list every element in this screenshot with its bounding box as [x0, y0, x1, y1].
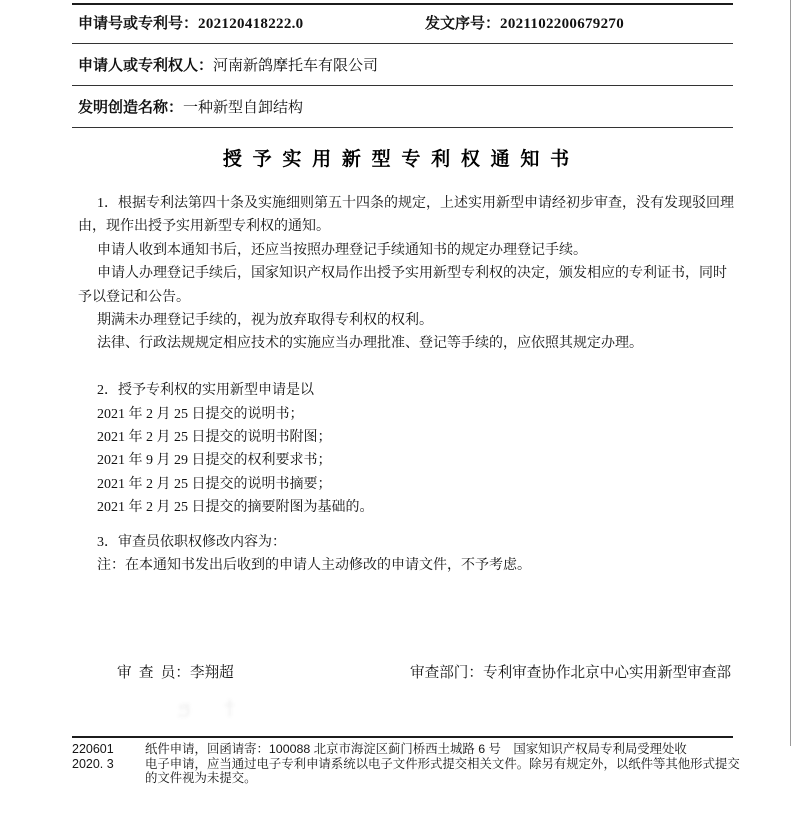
- dispatch-serial-value: 2021102200679270: [500, 16, 624, 32]
- footer-paper-instruction: 纸件申请，回函请寄：100088 北京市海淀区蓟门桥西土城路 6 号 国家知识产权局专利局受理处收: [145, 742, 687, 756]
- footer-instructions: [145, 742, 745, 786]
- header-rule-3: [72, 85, 733, 86]
- section3-note: 注：在本通知书发出后收到的申请人主动修改的申请文件，不予考虑。: [97, 558, 531, 574]
- scan-edge-line: [790, 0, 791, 746]
- form-code-block: [72, 742, 114, 771]
- header-row-invention: [78, 99, 733, 117]
- notice-body: [78, 192, 736, 577]
- footer-rule: [72, 736, 733, 738]
- section3-heading: 3．审查员依职权修改内容为：: [97, 534, 286, 550]
- invention-name-label: 发明创造名称：: [78, 100, 184, 116]
- application-number-label: 申请号或专利号：: [78, 16, 199, 32]
- department-name: 专利审查协作北京中心实用新型审查部: [482, 665, 732, 681]
- form-code: 220601: [72, 742, 114, 756]
- filing-date-item: 2021 年 2 月 25 日提交的说明书摘要；: [97, 476, 332, 492]
- department-label: 审查部门：: [410, 665, 483, 681]
- header-row-applicant: [78, 57, 733, 75]
- application-number-value: 202120418222.0: [198, 16, 304, 32]
- section2-intro: 2．授予专利权的实用新型申请是以: [97, 383, 314, 399]
- examiner-label: 审 查 员：: [117, 665, 190, 681]
- filing-date-item: 2021 年 2 月 25 日提交的说明书；: [97, 406, 304, 422]
- header-rule-4: [72, 127, 733, 128]
- header-rule-top: [72, 3, 733, 5]
- invention-name-value: 一种新型自卸结构: [183, 100, 304, 116]
- applicant-label: 申请人或专利权人：: [78, 58, 214, 74]
- header-rule-2: [72, 43, 733, 44]
- applicant-value: 河南新鸽摩托车有限公司: [213, 58, 379, 74]
- header-row-application: [78, 15, 733, 33]
- examiner-name: 李翔超: [189, 665, 234, 681]
- para-expiry-warning: 期满未办理登记手续的，视为放弃取得专利权的权利。: [97, 313, 433, 329]
- footer-electronic-instruction: 电子申请，应当通过电子专利申请系统以电子文件形式提交相关文件。除另有规定外，以纸件等其他形式提交的文件视为未提交。: [145, 756, 740, 785]
- filing-date-item: 2021 年 2 月 25 日提交的说明书附图；: [97, 430, 332, 446]
- para-grant-procedure: 申请人办理登记手续后，国家知识产权局作出授予实用新型专利权的决定，颁发相应的专利证书，同时予以登记和公告。: [78, 266, 727, 305]
- filing-date-item: 2021 年 9 月 29 日提交的权利要求书；: [97, 453, 332, 469]
- para-legal-basis: 1．根据专利法第四十条及实施细则第五十四条的规定，上述实用新型申请经初步审查，没有发现驳回理由，现作出授予实用新型专利权的通知。: [78, 196, 734, 235]
- notice-title: 授 予 实 用 新 型 专 利 权 通 知 书: [222, 149, 573, 170]
- form-revision: 2020. 3: [72, 756, 114, 771]
- para-registration-reminder: 申请人收到本通知书后，还应当按照办理登记手续通知书的规定办理登记手续。: [97, 242, 587, 258]
- department-group: [410, 664, 731, 682]
- dispatch-serial-group: [425, 15, 624, 33]
- filing-date-item: 2021 年 2 月 25 日提交的摘要附图为基础的。: [97, 500, 374, 516]
- dispatch-serial-label: 发文序号：: [425, 16, 501, 32]
- examiner-group: [117, 664, 234, 682]
- para-law-compliance: 法律、行政法规规定相应技术的实施应当办理批准、登记等手续的，应依照其规定办理。: [97, 336, 643, 352]
- scan-smudge: ϧ ϯ: [178, 696, 249, 723]
